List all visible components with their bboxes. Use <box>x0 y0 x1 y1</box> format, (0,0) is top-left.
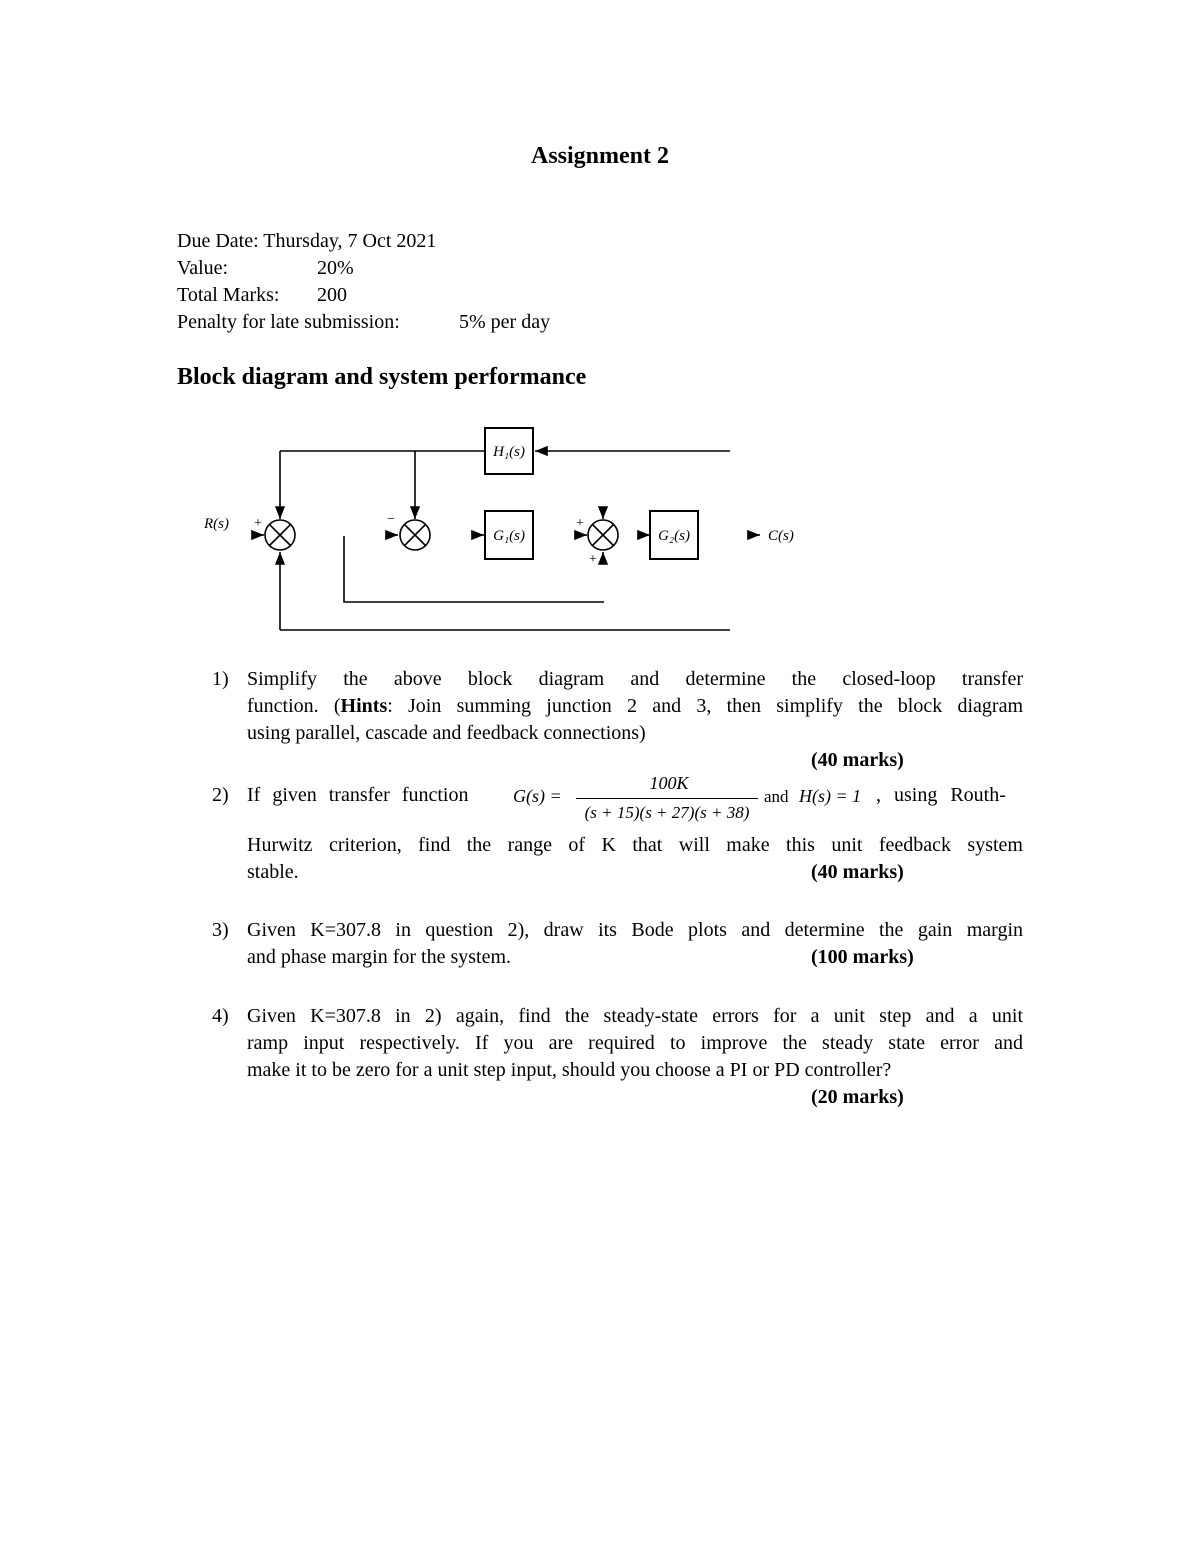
value-label: Value: <box>177 257 229 279</box>
value-value: 20% <box>317 257 354 279</box>
total-marks-value: 200 <box>317 284 347 306</box>
due-date-value: Thursday, 7 Oct 2021 <box>263 230 437 252</box>
total-marks-label: Total Marks: <box>177 284 280 306</box>
question-1-marks: (40 marks) <box>811 749 904 771</box>
question-2-h-equation: H(s) = 1 <box>799 786 862 806</box>
penalty-value: 5% per day <box>459 311 551 333</box>
penalty-label: Penalty for late submission: <box>177 311 400 333</box>
question-2-pre: If given transfer function <box>247 784 469 806</box>
summing-junction-3 <box>588 520 618 550</box>
question-2-stable: stable. <box>247 861 299 883</box>
question-4-line-3: make it to be zero for a unit step input, should you choose a PI or PD controller? <box>247 1059 892 1081</box>
question-1-line-1: Simplify the above block diagram and determine the closed-loop transfer <box>247 668 1023 690</box>
question-2-line-3 <box>247 859 1023 886</box>
question-4-line-1: Given K=307.8 in 2) again, find the steady-state errors for a unit step and a unit <box>247 1005 1023 1027</box>
question-2-post: , using Routh- <box>876 784 1006 806</box>
page-title: Assignment 2 <box>530 143 669 169</box>
question-3-marks: (100 marks) <box>811 946 914 968</box>
question-4-marks: (20 marks) <box>811 1086 904 1108</box>
summing-junction-2 <box>400 520 430 550</box>
output-label: C(s) <box>768 528 794 544</box>
question-3-line-1: Given K=307.8 in question 2), draw its Bode plots and determine the gain margin <box>247 919 1023 941</box>
question-2-line-2: Hurwitz criterion, find the range of K that will make this unit feedback system <box>247 834 1023 856</box>
question-1-hints: Hints <box>340 695 388 717</box>
question-2-numerator: 100K <box>649 773 689 793</box>
question-1-line-3: using parallel, cascade and feedback connections) <box>247 722 646 744</box>
question-3 <box>177 917 1023 971</box>
sum3-plus-sign-bottom: + <box>589 552 597 567</box>
question-3-line-2-text: and phase margin for the system. <box>247 946 512 968</box>
question-2-and: and <box>764 787 789 806</box>
question-1-line-2-pre: function. ( <box>247 695 341 717</box>
input-label: R(s) <box>204 516 229 532</box>
question-2-continued <box>177 832 1023 886</box>
question-4-number: 4) <box>212 1005 229 1027</box>
h1-label: H₁(s) <box>493 444 525 460</box>
question-3-line-2 <box>247 944 1023 971</box>
fraction-bar <box>576 798 758 799</box>
question-4-line-2: ramp input respectively. If you are required to improve the steady state error and <box>247 1032 1023 1054</box>
due-date-label: Due Date: <box>177 230 259 252</box>
sum2-minus-sign: − <box>387 512 395 527</box>
question-1-line-2-post: : Join summing junction 2 and 3, then simplify the block diagram <box>387 695 1023 717</box>
question-2-number: 2) <box>212 784 229 806</box>
block-diagram <box>0 0 1200 660</box>
question-4 <box>177 1003 1023 1111</box>
question-2-marks: (40 marks) <box>811 861 904 883</box>
sum3-plus-sign-left: + <box>576 516 584 531</box>
question-1-number: 1) <box>212 668 229 690</box>
inner-wire <box>344 536 604 602</box>
g1-label: G₁(s) <box>493 528 525 544</box>
question-1-line-2 <box>247 693 1023 720</box>
sum1-plus-sign: + <box>254 516 262 531</box>
summing-junction-1 <box>265 520 295 550</box>
section-heading: Block diagram and system performance <box>177 364 587 390</box>
g2-label: G₂(s) <box>658 528 690 544</box>
question-3-number: 3) <box>212 919 229 941</box>
question-2-lhs: G(s) = <box>513 786 562 806</box>
question-2-denominator: (s + 15)(s + 27)(s + 38) <box>584 803 750 822</box>
question-1 <box>177 666 1023 774</box>
